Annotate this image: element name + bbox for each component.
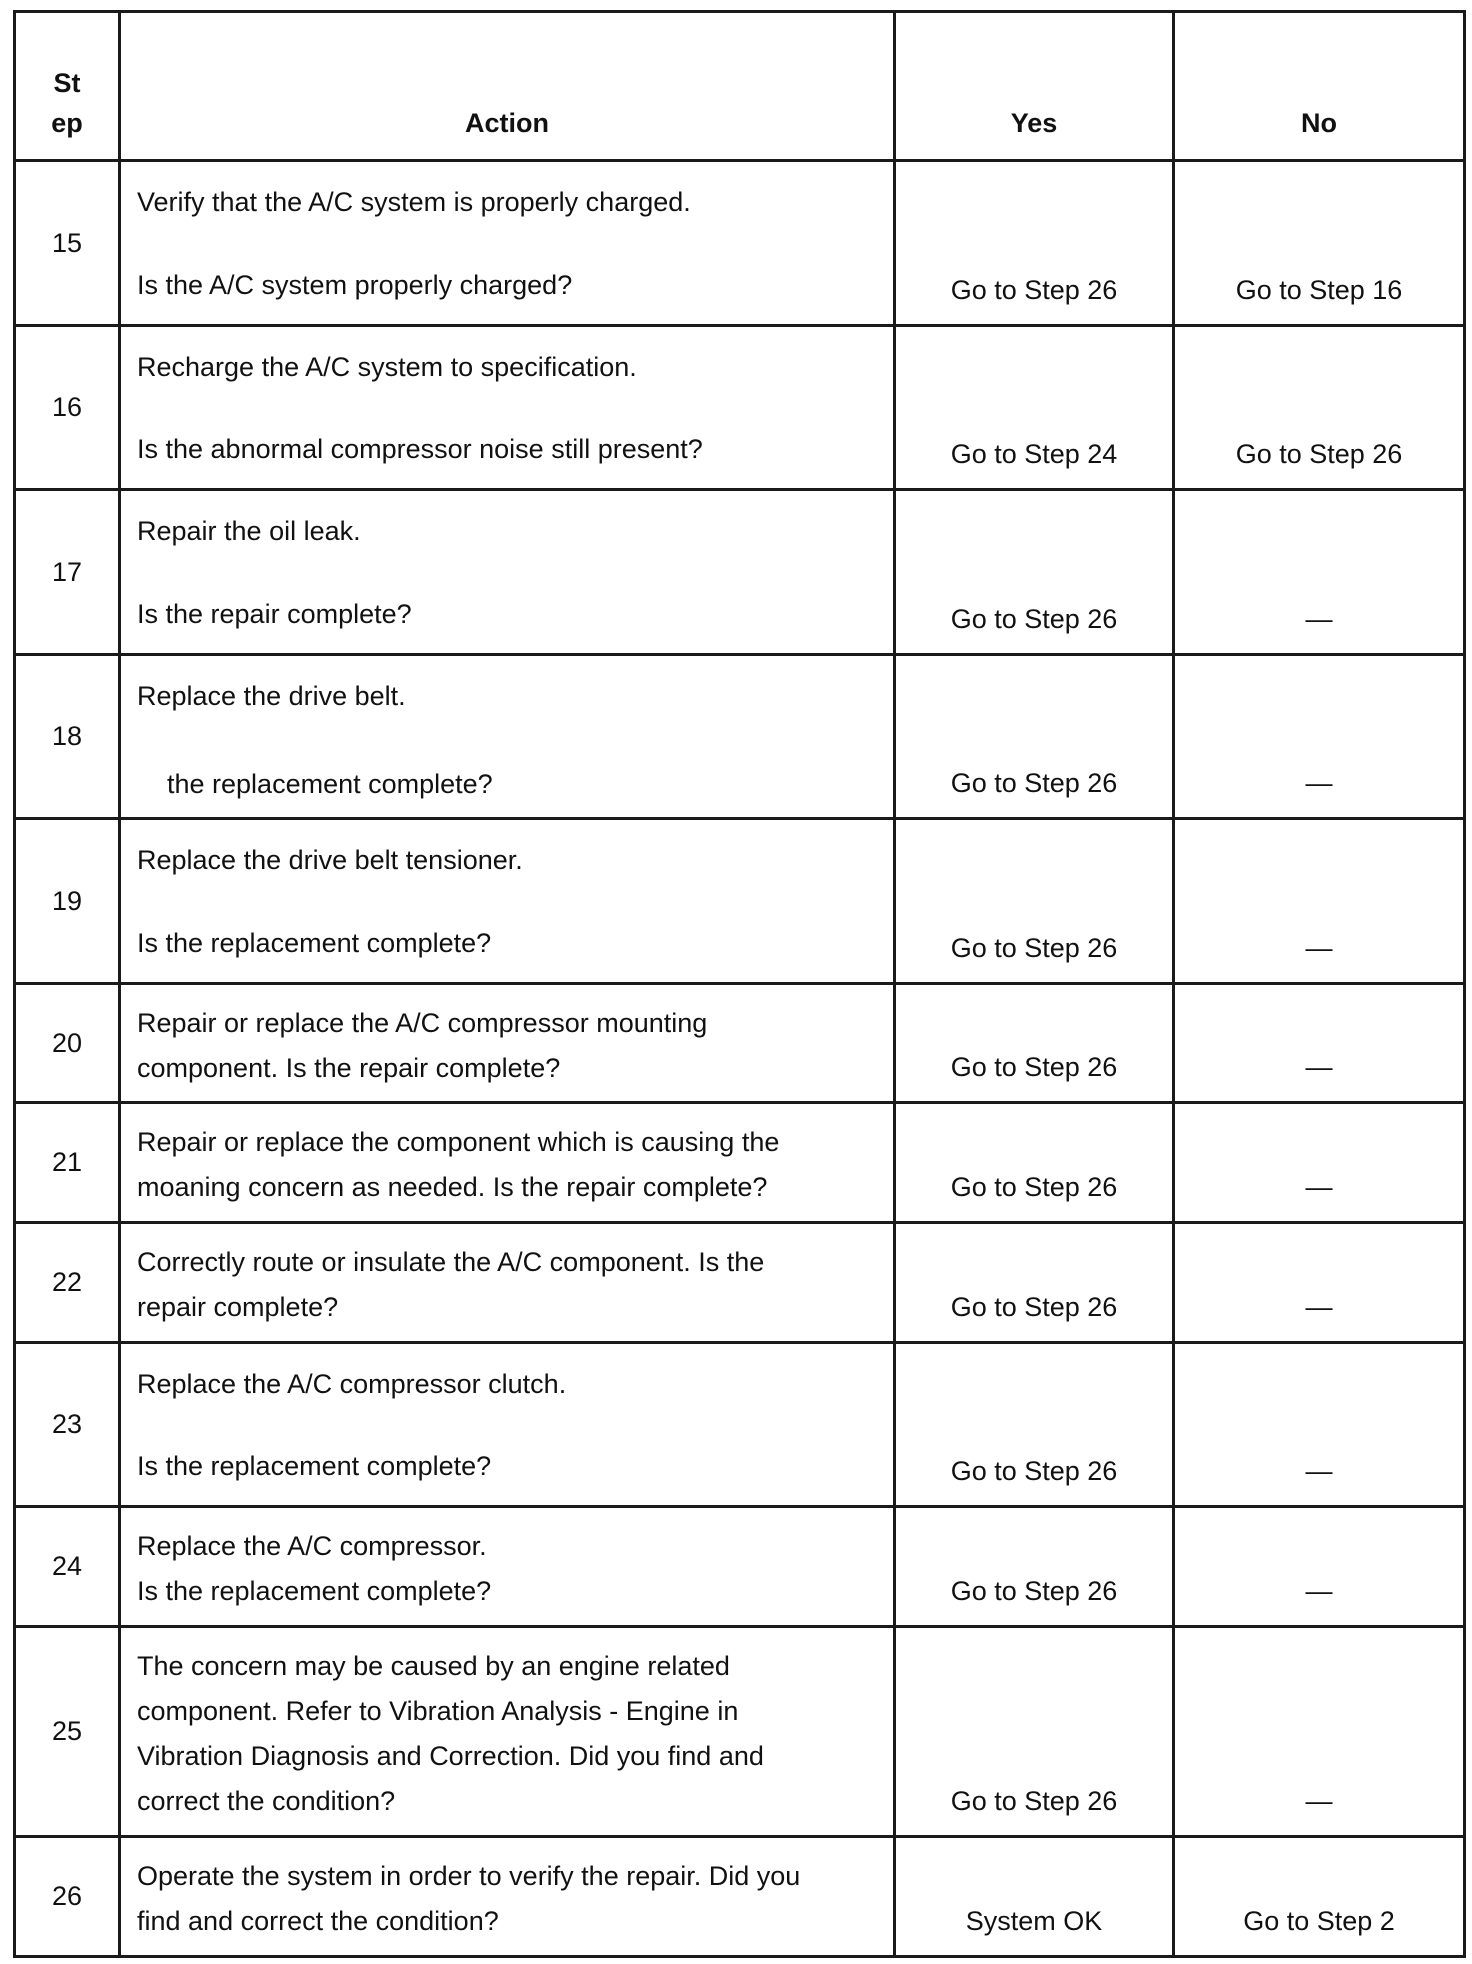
action-cell <box>120 1103 895 1223</box>
question-text: Is the A/C system properly charged? <box>137 270 573 300</box>
question-text: Is the repair complete? <box>137 599 412 629</box>
question-text: Is the replacement complete? <box>137 928 492 958</box>
action-cell <box>120 161 895 326</box>
action-text: Repair the oil leak. <box>137 516 361 546</box>
action-text: Replace the drive belt. <box>137 681 406 711</box>
no-cell: — <box>1174 1343 1465 1507</box>
question-text: Is the replacement complete? <box>137 1451 492 1481</box>
yes-cell: Go to Step 26 <box>895 1103 1174 1223</box>
action-text: Repair or replace the A/C compressor mounting <box>137 1008 708 1038</box>
action-text: Correctly route or insulate the A/C component. Is the <box>137 1247 765 1277</box>
table-row <box>15 1103 1465 1223</box>
action-cell <box>120 655 895 819</box>
no-cell: Go to Step 16 <box>1174 161 1465 326</box>
action-text: The concern may be caused by an engine related <box>137 1651 730 1681</box>
step-number: 23 <box>15 1343 120 1507</box>
question-text: component. Is the repair complete? <box>137 1053 561 1083</box>
table-row <box>15 1343 1465 1507</box>
action-text: Recharge the A/C system to specification. <box>137 352 637 382</box>
action-text: Verify that the A/C system is properly charged. <box>137 187 691 217</box>
action-cell <box>120 1223 895 1343</box>
header-step-line1: St <box>53 68 81 98</box>
step-number: 18 <box>15 655 120 819</box>
action-cell <box>120 1627 895 1837</box>
yes-cell: Go to Step 26 <box>895 161 1174 326</box>
question-text: the replacement complete? <box>167 769 493 799</box>
table-row <box>15 326 1465 490</box>
header-step <box>15 12 120 161</box>
table-row <box>15 655 1465 819</box>
table-row <box>15 1507 1465 1627</box>
no-cell: — <box>1174 1627 1465 1837</box>
step-number: 24 <box>15 1507 120 1627</box>
step-number: 21 <box>15 1103 120 1223</box>
action-text: Replace the A/C compressor. <box>137 1531 487 1561</box>
question-text: moaning concern as needed. Is the repair complete? <box>137 1172 768 1202</box>
no-cell: — <box>1174 490 1465 655</box>
no-cell: — <box>1174 1103 1465 1223</box>
no-cell: — <box>1174 1223 1465 1343</box>
header-row <box>15 12 1465 161</box>
step-number: 15 <box>15 161 120 326</box>
table-row <box>15 490 1465 655</box>
diagnostic-table <box>13 10 1466 1958</box>
yes-cell: Go to Step 26 <box>895 984 1174 1103</box>
action-cell <box>120 1507 895 1627</box>
question-text: correct the condition? <box>137 1786 396 1816</box>
yes-cell: Go to Step 24 <box>895 326 1174 490</box>
no-cell: Go to Step 2 <box>1174 1837 1465 1957</box>
no-cell: — <box>1174 1507 1465 1627</box>
action-cell <box>120 490 895 655</box>
header-step-line2: ep <box>51 108 83 138</box>
action-text: Repair or replace the component which is causing the <box>137 1127 780 1157</box>
question-text: repair complete? <box>137 1292 339 1322</box>
step-number: 20 <box>15 984 120 1103</box>
header-action: Action <box>120 12 895 161</box>
question-text: find and correct the condition? <box>137 1906 499 1936</box>
yes-cell: Go to Step 26 <box>895 1343 1174 1507</box>
action-cell <box>120 1837 895 1957</box>
yes-cell: System OK <box>895 1837 1174 1957</box>
header-yes: Yes <box>895 12 1174 161</box>
step-number: 25 <box>15 1627 120 1837</box>
table-row <box>15 1837 1465 1957</box>
no-cell: — <box>1174 655 1465 819</box>
step-number: 19 <box>15 819 120 984</box>
action-cell <box>120 819 895 984</box>
no-cell: — <box>1174 819 1465 984</box>
action-cell <box>120 984 895 1103</box>
no-cell: Go to Step 26 <box>1174 326 1465 490</box>
step-number: 26 <box>15 1837 120 1957</box>
table-row <box>15 984 1465 1103</box>
action-cell <box>120 1343 895 1507</box>
action-text: Replace the drive belt tensioner. <box>137 845 523 875</box>
no-cell: — <box>1174 984 1465 1103</box>
yes-cell: Go to Step 26 <box>895 490 1174 655</box>
yes-cell: Go to Step 26 <box>895 655 1174 819</box>
question-text: Is the abnormal compressor noise still present? <box>137 434 703 464</box>
header-no: No <box>1174 12 1465 161</box>
step-number: 22 <box>15 1223 120 1343</box>
yes-cell: Go to Step 26 <box>895 1223 1174 1343</box>
action-text: Replace the A/C compressor clutch. <box>137 1369 567 1399</box>
table-row <box>15 819 1465 984</box>
step-number: 16 <box>15 326 120 490</box>
step-number: 17 <box>15 490 120 655</box>
action-text: Operate the system in order to verify the repair. Did you <box>137 1861 801 1891</box>
yes-cell: Go to Step 26 <box>895 1507 1174 1627</box>
table-row <box>15 1223 1465 1343</box>
question-text: Is the replacement complete? <box>137 1576 492 1606</box>
action-text: component. Refer to Vibration Analysis - Engine in <box>137 1696 739 1726</box>
yes-cell: Go to Step 26 <box>895 819 1174 984</box>
action-text: Vibration Diagnosis and Correction. Did you find and <box>137 1741 764 1771</box>
action-cell <box>120 326 895 490</box>
table-row <box>15 161 1465 326</box>
table-row <box>15 1627 1465 1837</box>
yes-cell: Go to Step 26 <box>895 1627 1174 1837</box>
